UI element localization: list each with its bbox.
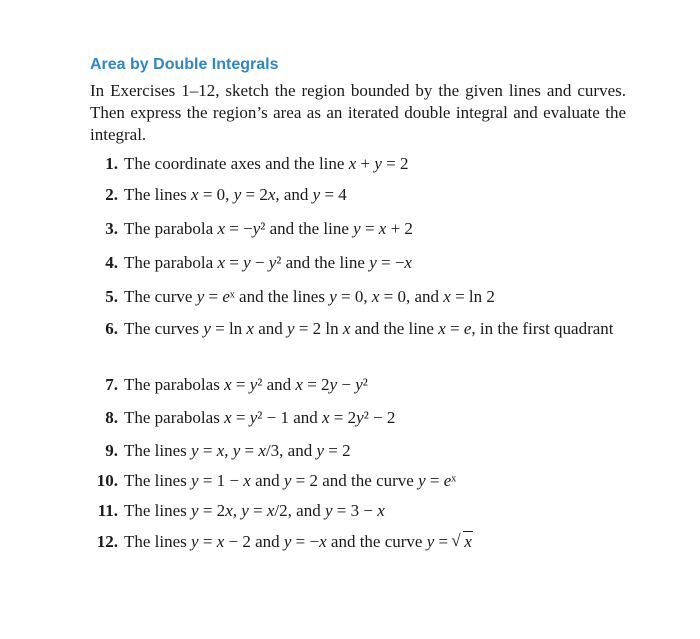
exercise-text: The lines x = 0, y = 2x, and y = 4: [124, 185, 347, 204]
exercise-text: The curves y = ln x and y = 2 ln x and the line x = e, in the first quadrant: [124, 319, 614, 338]
section-intro: In Exercises 1–12, sketch the region bounded by the given lines and curves. Then express the region’s area as an iterated double integral and evaluate the integral.: [90, 81, 626, 144]
exercise-number: 9.: [105, 441, 118, 460]
exercise-number: 5.: [105, 287, 118, 306]
exercise-number: 1.: [105, 154, 118, 173]
exercise-text: The lines y = x − 2 and y = −x and the curve y = √ x: [124, 531, 624, 553]
exercise-text: The curve y = eˣ and the lines y = 0, x = 0, and x = ln 2: [124, 287, 495, 306]
exercise-number: 2.: [105, 185, 118, 204]
exercise-number: 7.: [105, 375, 118, 394]
exercise-number: 12.: [96, 532, 118, 551]
exercise-text: The lines y = 2x, y = x/2, and y = 3 − x: [124, 501, 385, 520]
exercise-text: The parabola x = −y² and the line y = x + 2: [124, 219, 413, 238]
exercise-number: 6.: [105, 319, 118, 338]
exercise-text: The parabolas x = y² − 1 and x = 2y² − 2: [124, 408, 396, 427]
section-title: Area by Double Integrals: [90, 56, 279, 73]
exercise-number: 10.: [96, 471, 118, 490]
exercise-text: The lines y = 1 − x and y = 2 and the curve y = eˣ: [124, 471, 457, 490]
exercise-number: 3.: [105, 219, 118, 238]
exercise-number: 11.: [97, 501, 118, 520]
exercise-text: The parabolas x = y² and x = 2y − y²: [124, 375, 368, 394]
exercise-text: The lines y = x, y = x/3, and y = 2: [124, 441, 351, 460]
exercise-text: The coordinate axes and the line x + y = 2: [124, 154, 409, 173]
exercise-number: 4.: [105, 253, 118, 272]
exercise-text: The parabola x = y − y² and the line y = −x: [124, 253, 412, 272]
exercise-number: 8.: [105, 408, 118, 427]
